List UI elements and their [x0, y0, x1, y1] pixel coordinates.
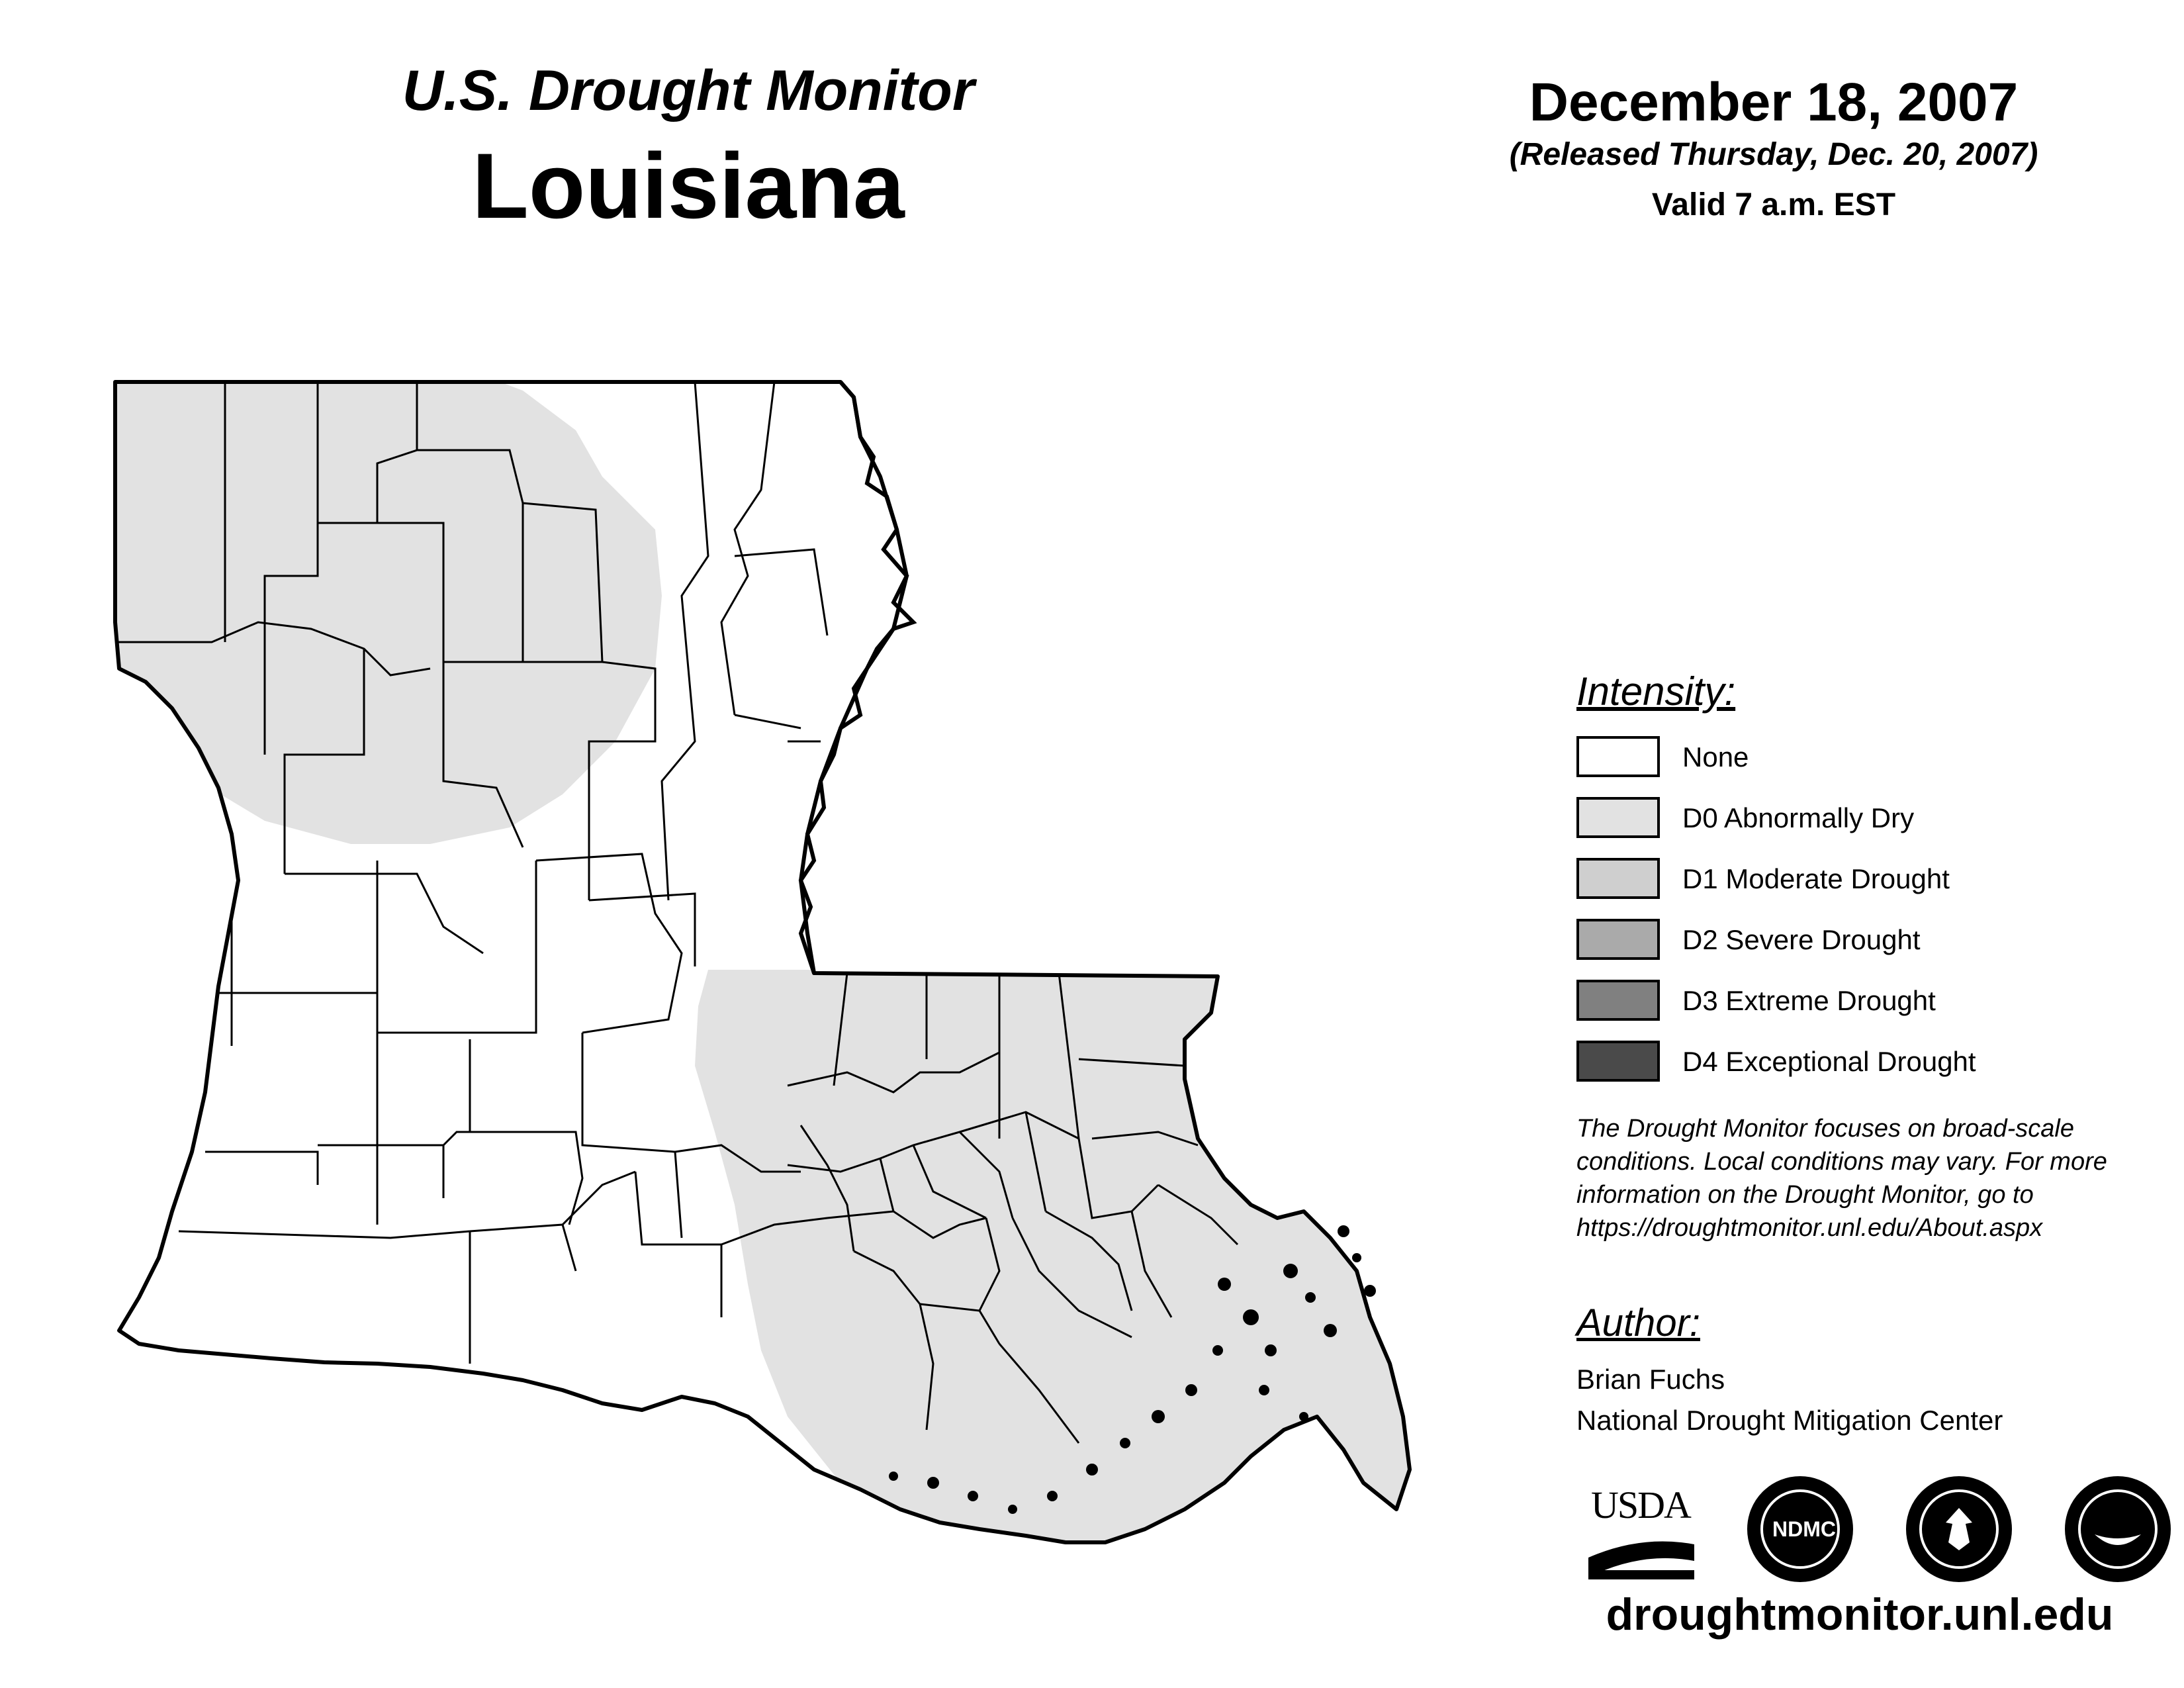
legend-swatch	[1576, 1041, 1660, 1082]
noaa-logo	[2065, 1476, 2171, 1582]
author-title: Author:	[1576, 1301, 1700, 1344]
release-date: (Released Thursday, Dec. 20, 2007)	[1509, 137, 2038, 172]
legend-label: None	[1682, 741, 1749, 773]
map-date: December 18, 2007	[1529, 72, 2019, 132]
legend-label: D3 Extreme Drought	[1682, 985, 1936, 1016]
legend-label: D4 Exceptional Drought	[1682, 1046, 1976, 1077]
usda-text: USDA	[1591, 1483, 1690, 1526]
legend-swatch	[1576, 858, 1660, 899]
map-title: U.S. Drought Monitor	[402, 59, 975, 122]
partner-logos	[1588, 1476, 2171, 1582]
legend-title: Intensity:	[1576, 669, 1736, 714]
website-url[interactable]: droughtmonitor.unl.edu	[1606, 1589, 2114, 1640]
commerce-seal-icon	[1906, 1476, 2012, 1582]
d0-area-southeast	[695, 970, 1456, 1615]
ndmc-logo	[1747, 1476, 1853, 1582]
valid-time: Valid 7 a.m. EST	[1651, 187, 1896, 222]
legend-label: D1 Moderate Drought	[1682, 863, 1950, 894]
legend-label: D2 Severe Drought	[1682, 924, 1921, 955]
legend-label: D0 Abnormally Dry	[1682, 802, 1915, 833]
author-name: Brian Fuchs	[1576, 1364, 1725, 1395]
legend-swatch	[1576, 919, 1660, 960]
legend-swatch	[1576, 797, 1660, 838]
legend-swatch	[1576, 736, 1660, 777]
region-title: Louisiana	[472, 134, 905, 238]
author-org: National Drought Mitigation Center	[1576, 1405, 2003, 1436]
usda-logo	[1588, 1483, 1701, 1575]
d0-area-northwest	[99, 371, 662, 844]
ndmc-label: NDMC	[1772, 1517, 1836, 1541]
legend-swatch	[1576, 980, 1660, 1021]
noaa-bird-icon	[2065, 1476, 2171, 1582]
usda-swoosh-icon	[1588, 1528, 1701, 1581]
disclaimer-text: The Drought Monitor focuses on broad-scale conditions. Local conditions may vary. For more information on the Drought Monitor, go to https://droughtmonitor.unl.edu/About.aspx	[1576, 1115, 2107, 1242]
louisiana-drought-map	[99, 357, 1456, 1615]
eagle-icon	[1906, 1476, 2012, 1582]
